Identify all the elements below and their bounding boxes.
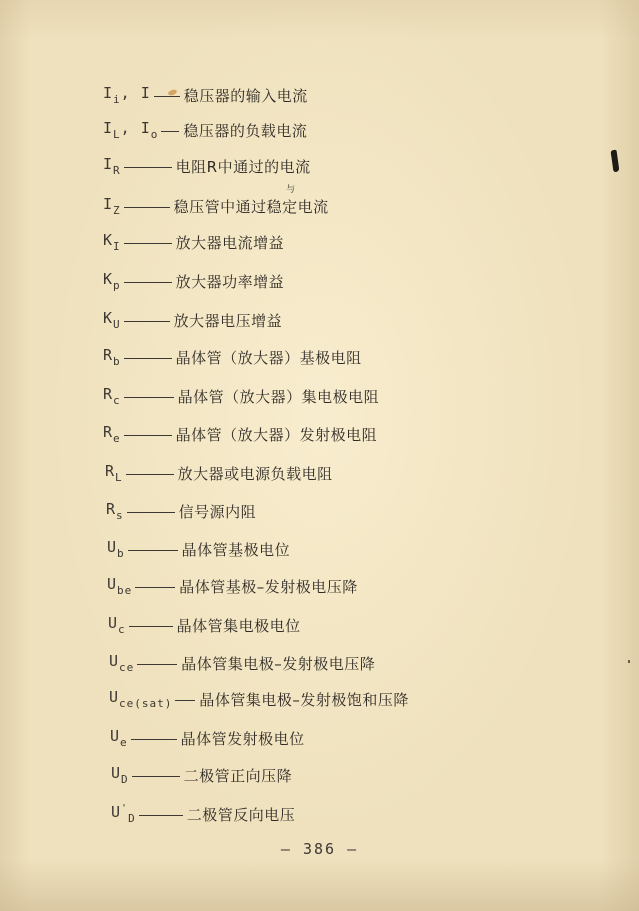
entry-symbol: $U_{be}$ xyxy=(107,575,133,597)
entry-description: 信号源内阻 xyxy=(178,502,257,521)
entry-description: 晶体管（放大器）集电极电阻 xyxy=(177,387,380,406)
handwritten-annotation: 与 xyxy=(286,185,296,195)
leader-dash xyxy=(154,96,180,97)
leader-dash xyxy=(137,664,177,665)
entry-symbol: $I_Z$ xyxy=(103,195,121,217)
leader-dash xyxy=(129,626,173,627)
entry-symbol: $K_U$ xyxy=(103,309,121,331)
list-item xyxy=(110,725,305,751)
entry-description: 晶体管基极–发射极电压降 xyxy=(179,577,358,596)
entry-description: 晶体管发射极电位 xyxy=(180,729,305,748)
leader-dash xyxy=(132,776,180,777)
entry-description: 放大器电压增益 xyxy=(173,311,283,330)
list-item xyxy=(103,82,308,108)
entry-symbol: $R_L$ xyxy=(105,462,123,484)
entry-symbol: $I_i$, I xyxy=(103,84,151,106)
leader-dash xyxy=(124,321,170,322)
entry-symbol: $I_R$ xyxy=(103,155,121,177)
entry-description: 二极管反向电压 xyxy=(186,805,296,824)
entry-description: 放大器或电源负载电阻 xyxy=(177,464,333,483)
list-item xyxy=(103,383,379,409)
list-item xyxy=(103,117,307,143)
entry-description: 放大器电流增益 xyxy=(175,233,285,252)
entry-description: 放大器功率增益 xyxy=(175,272,285,291)
list-item xyxy=(103,229,284,255)
entry-description: 晶体管（放大器）发射极电阻 xyxy=(175,425,378,444)
list-item xyxy=(105,460,333,486)
entry-symbol: $U_{ce}$ xyxy=(109,652,135,674)
leader-dash xyxy=(175,700,195,701)
list-item xyxy=(108,612,301,638)
entry-symbol: $U_{ce(sat)}$ xyxy=(109,688,173,710)
entry-symbol: $K_p$ xyxy=(103,270,121,292)
entry-symbol: $K_I$ xyxy=(103,231,121,253)
list-item xyxy=(103,193,329,219)
entry-symbol: $U_b$ xyxy=(107,538,125,560)
entry-symbol: $R_e$ xyxy=(103,423,121,445)
entry-description: 晶体管集电极电位 xyxy=(176,616,301,635)
leader-dash xyxy=(135,587,175,588)
leader-dash xyxy=(139,815,183,816)
page-number: — 386 — xyxy=(280,840,359,858)
entry-description: 电阻R中通过的电流 xyxy=(175,157,311,176)
leader-dash xyxy=(124,243,172,244)
leader-dash xyxy=(127,512,175,513)
list-item xyxy=(111,762,292,788)
list-item xyxy=(111,801,295,827)
list-item xyxy=(103,344,362,370)
entry-description: 晶体管集电极–发射极电压降 xyxy=(181,654,376,673)
list-item xyxy=(109,686,409,712)
entry-symbol: $U'_D$ xyxy=(111,803,136,825)
entry-symbol: $R_s$ xyxy=(106,500,124,522)
leader-dash xyxy=(124,397,174,398)
leader-dash xyxy=(128,550,178,551)
entry-description: 晶体管（放大器）基极电阻 xyxy=(175,348,362,367)
entry-symbol: $U_D$ xyxy=(111,764,129,786)
entry-symbol: $U_c$ xyxy=(108,614,126,636)
entry-description: 稳压器的负载电流 xyxy=(183,121,308,140)
leader-dash xyxy=(124,282,172,283)
leader-dash xyxy=(124,435,172,436)
entry-symbol: $R_c$ xyxy=(103,385,121,407)
leader-dash xyxy=(126,474,174,475)
leader-dash xyxy=(161,131,179,132)
entry-symbol: $R_b$ xyxy=(103,346,121,368)
list-item xyxy=(103,153,311,179)
list-item xyxy=(107,536,290,562)
leader-dash xyxy=(124,358,172,359)
list-item xyxy=(103,268,284,294)
entry-description: 稳压管中通过稳定电流 xyxy=(173,197,329,216)
leader-dash xyxy=(131,739,177,740)
leader-dash xyxy=(124,167,172,168)
entry-description: 稳压器的输入电流 xyxy=(183,86,308,105)
entry-symbol: $U_e$ xyxy=(110,727,128,749)
list-item xyxy=(106,498,256,524)
entry-description: 晶体管基极电位 xyxy=(181,540,291,559)
entry-description: 二极管正向压降 xyxy=(183,766,293,785)
list-item xyxy=(109,650,375,676)
entry-description: 晶体管集电极–发射极饱和压降 xyxy=(199,690,409,709)
list-item xyxy=(107,573,358,599)
entry-symbol: $I_L$, $I_o$ xyxy=(103,119,159,141)
list-item xyxy=(103,307,282,333)
list-item xyxy=(103,421,377,447)
leader-dash xyxy=(124,207,170,208)
